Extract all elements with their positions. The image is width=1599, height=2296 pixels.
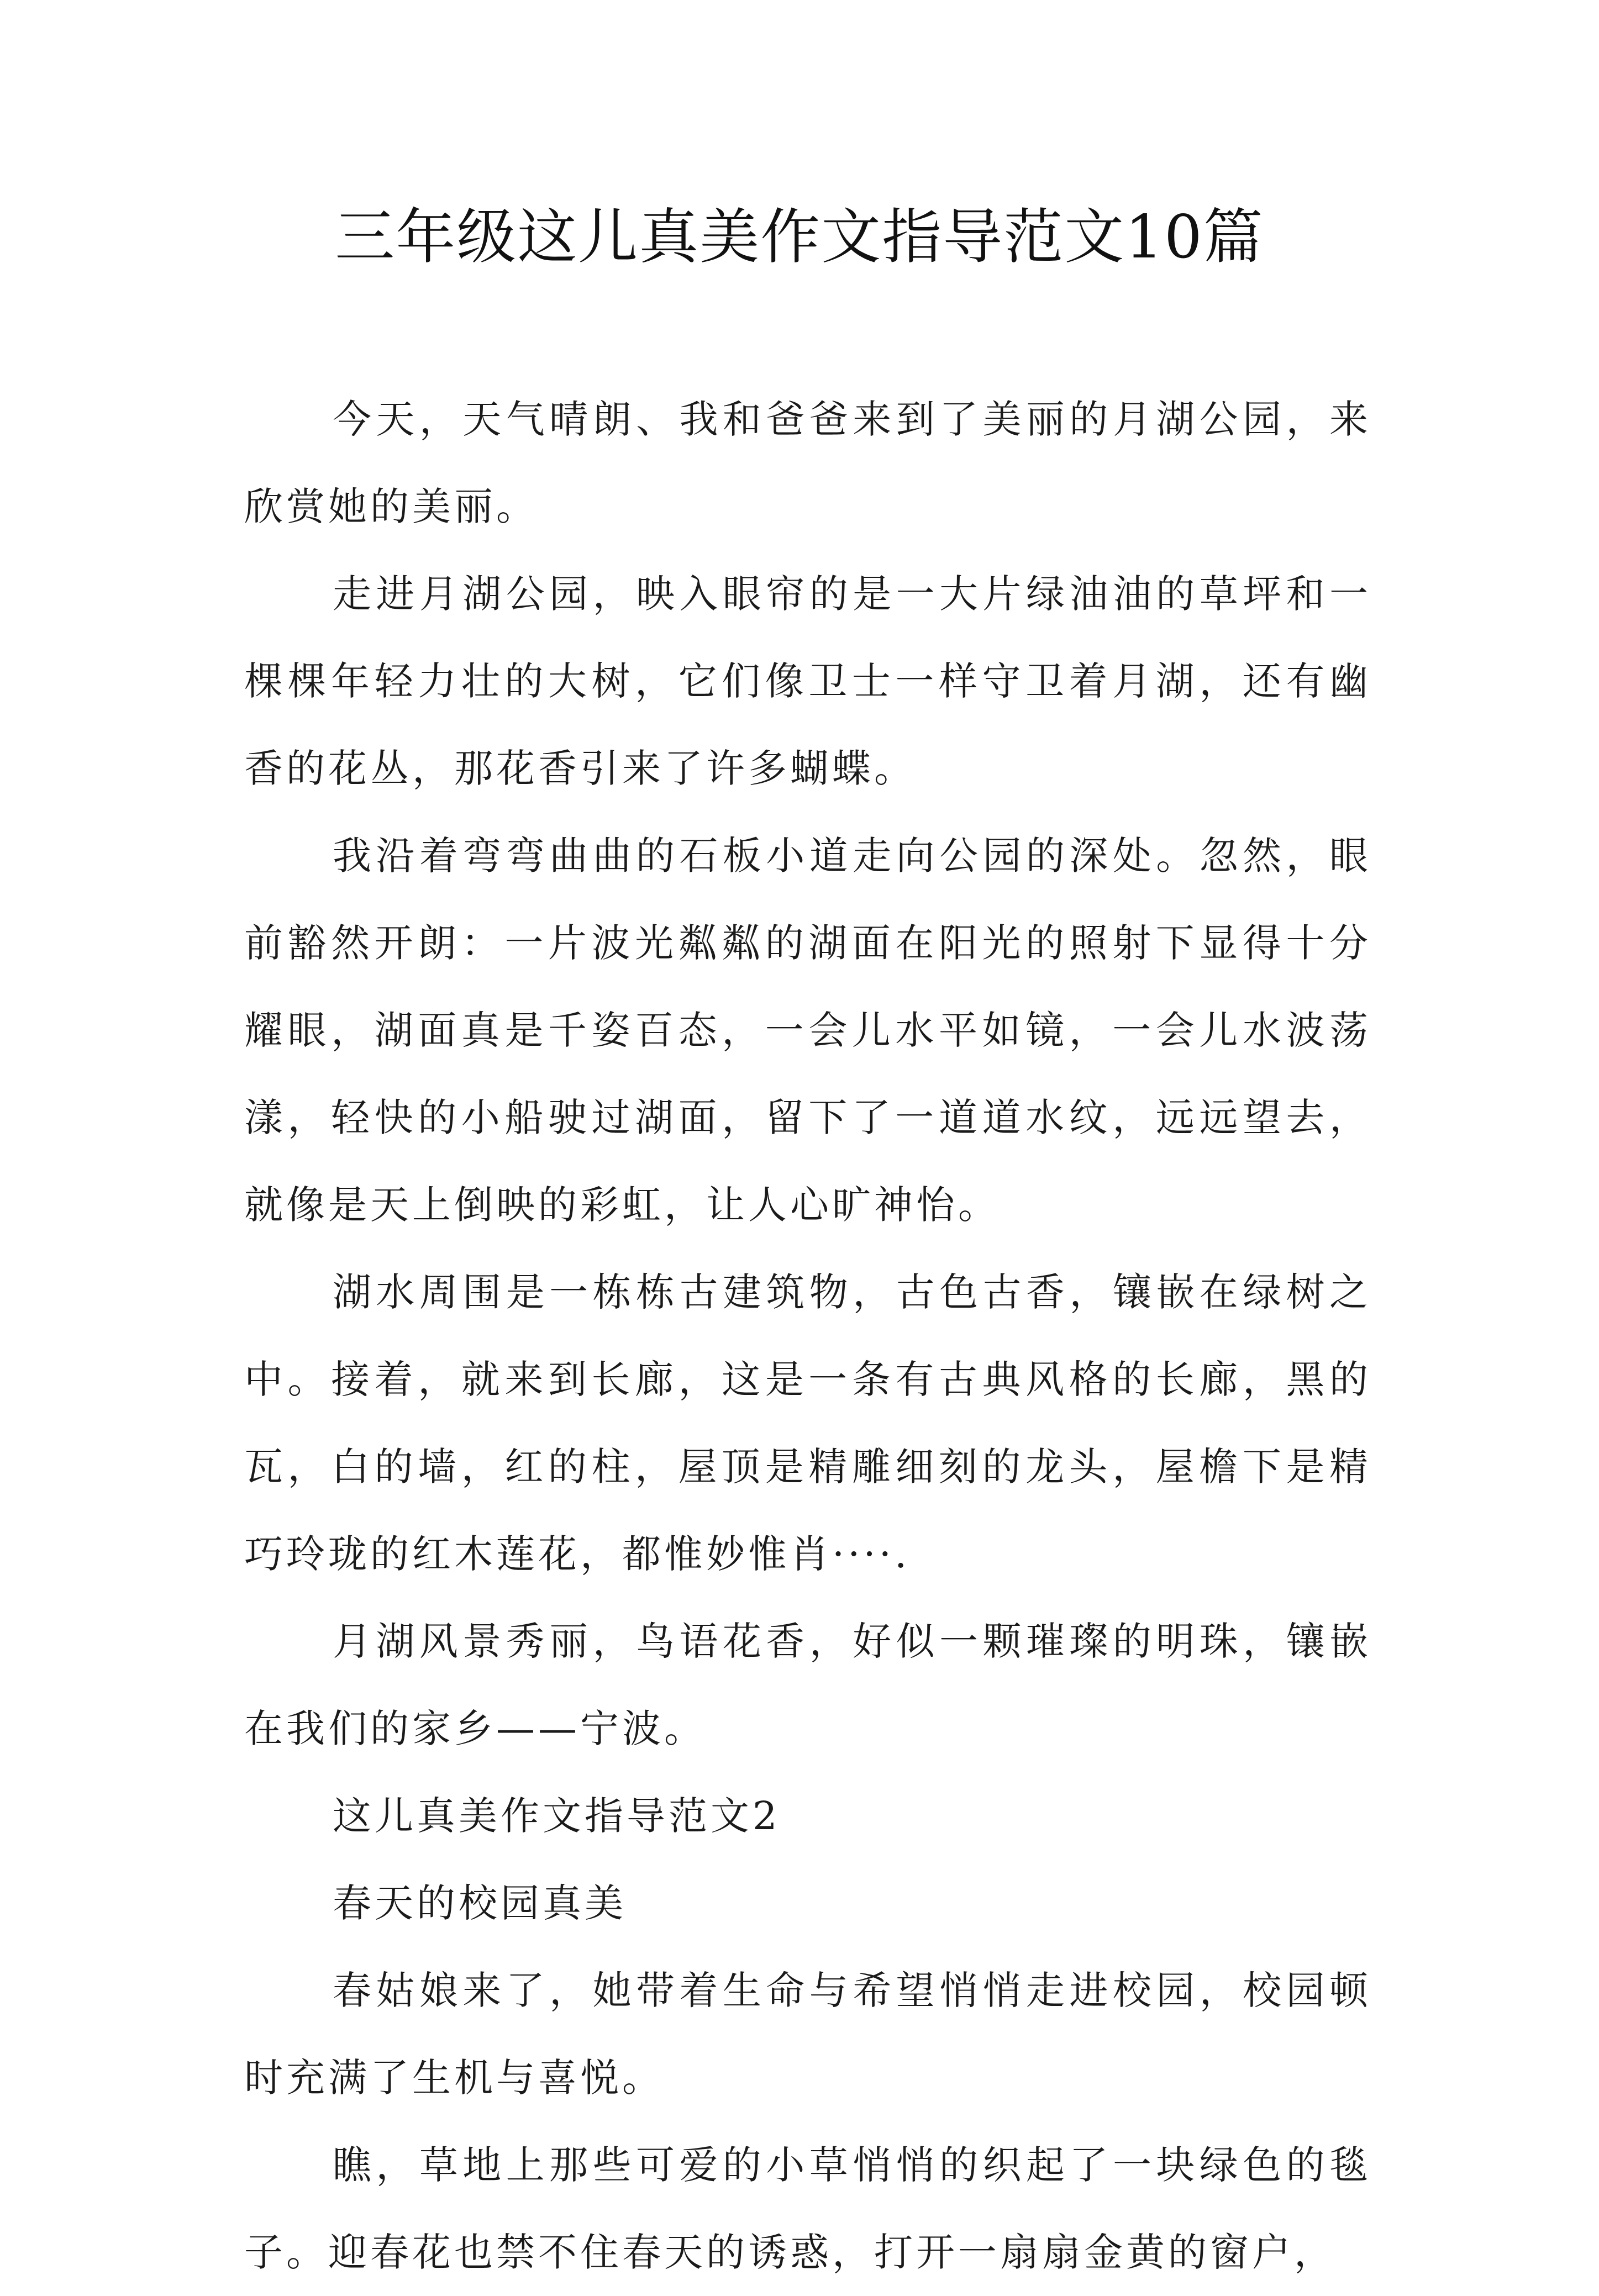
paragraph: 春姑娘来了，她带着生命与希望悄悄走进校园，校园顿时充满了生机与喜悦。: [244, 1968, 1371, 2100]
paragraph: 瞧，草地上那些可爱的小草悄悄的织起了一块绿色的毯子。迎春花也禁不住春天的诱惑，打开一扇扇金黄的窗户，: [244, 2142, 1371, 2275]
section-heading: 这儿真美作文指导范文2: [333, 1793, 781, 1839]
document-title: 三年级这儿真美作文指导范文10篇: [335, 203, 1264, 272]
paragraph: 月湖风景秀丽，鸟语花香，好似一颗璀璨的明珠，镶嵌在我们的家乡——宁波。: [244, 1619, 1371, 1751]
document-body: [244, 376, 1371, 2296]
paragraph: 我沿着弯弯曲曲的石板小道走向公园的深处。忽然，眼前豁然开朗：一片波光粼粼的湖面在阳光的照射下显得十分耀眼，湖面真是千姿百态，一会儿水平如镜，一会儿水波荡漾，轻快的小船驶过湖面，留下了一道道水纹，远远望去，就像是天上倒映的彩虹，让人心旷神怡。: [244, 833, 1371, 1228]
paragraph: 湖水周围是一栋栋古建筑物，古色古香，镶嵌在绿树之中。接着，就来到长廊，这是一条有古典风格的长廊，黑的瓦，白的墙，红的柱，屋顶是精雕细刻的龙头，屋檐下是精巧玲珑的红木莲花，都惟妙惟肖····.: [244, 1270, 1371, 1577]
paragraph: 走进月湖公园，映入眼帘的是一大片绿油油的草坪和一棵棵年轻力壮的大树，它们像卫士一样守卫着月湖，还有幽香的花丛，那花香引来了许多蝴蝶。: [244, 571, 1371, 791]
essay-title: 春天的校园真美: [333, 1881, 627, 1926]
paragraph: 今天，天气晴朗、我和爸爸来到了美丽的月湖公园，来欣赏她的美丽。: [244, 397, 1371, 529]
